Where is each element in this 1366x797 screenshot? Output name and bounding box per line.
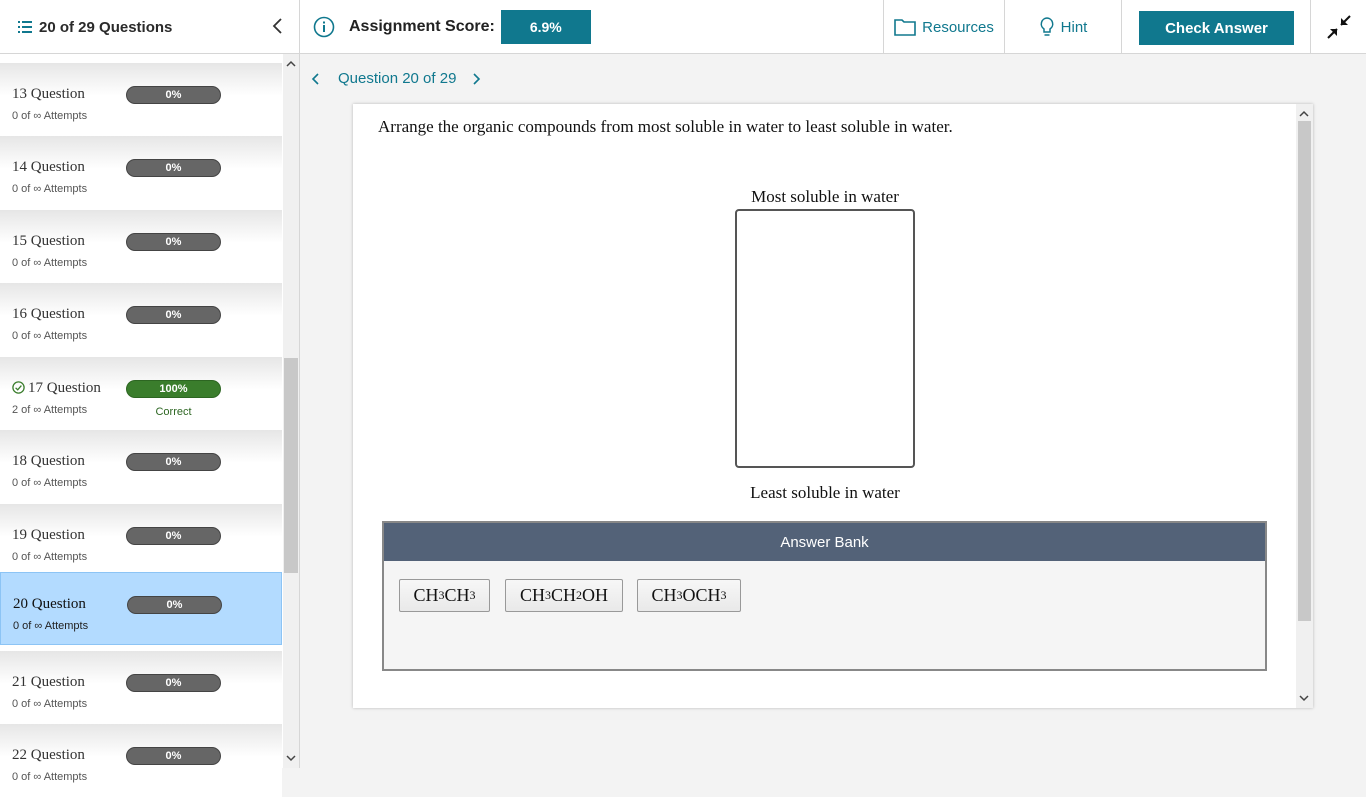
- score-pill: 0%: [126, 159, 221, 177]
- scroll-up-icon[interactable]: [285, 58, 297, 70]
- hint-button[interactable]: Hint: [1004, 0, 1122, 54]
- collapse-sidebar-icon[interactable]: [268, 16, 288, 36]
- answer-chip-dimethyl-ether[interactable]: CH 3 OCH 3: [637, 579, 741, 612]
- score-pill: 100%: [126, 380, 221, 398]
- question-title: 19 Question: [12, 527, 85, 543]
- score-pill: 0%: [126, 747, 221, 765]
- question-count: 20 of 29 Questions: [39, 18, 173, 36]
- question-title: 15 Question: [12, 233, 85, 249]
- question-sidebar: [0, 54, 300, 783]
- question-item-16[interactable]: [0, 283, 282, 356]
- least-soluble-label: Least soluble in water: [750, 483, 900, 502]
- assignment-score: [313, 10, 591, 44]
- folder-icon: [894, 18, 916, 36]
- answer-chip-ethane[interactable]: CH 3 CH 3: [399, 579, 490, 612]
- question-title: 22 Question: [12, 747, 85, 763]
- ranking-drop-zone[interactable]: [735, 209, 915, 468]
- check-answer-button[interactable]: Check Answer: [1139, 11, 1294, 45]
- attempts: 0 of ∞ Attempts: [12, 330, 88, 342]
- info-icon[interactable]: [313, 16, 335, 38]
- question-item-13[interactable]: [0, 63, 282, 136]
- attempts: 0 of ∞ Attempts: [12, 698, 88, 710]
- attempts: 0 of ∞ Attempts: [12, 477, 88, 489]
- attempts: 0 of ∞ Attempts: [12, 110, 88, 122]
- card-scroll-thumb[interactable]: [1298, 121, 1311, 621]
- question-nav: [310, 70, 482, 87]
- list-icon: [18, 21, 32, 33]
- lightbulb-icon: [1039, 17, 1055, 37]
- status-label: Correct: [155, 406, 192, 418]
- resources-button[interactable]: Resources: [883, 0, 1004, 54]
- next-question-icon[interactable]: [470, 72, 482, 86]
- question-item-20[interactable]: [0, 572, 282, 645]
- attempts: 0 of ∞ Attempts: [12, 257, 88, 269]
- question-item-17[interactable]: [0, 357, 282, 430]
- score-pill: 0%: [126, 86, 221, 104]
- top-bar: [0, 0, 1366, 54]
- question-item-15[interactable]: [0, 210, 282, 283]
- question-item-22[interactable]: [0, 724, 282, 797]
- question-title: 14 Question: [12, 159, 85, 175]
- attempts: 0 of ∞ Attempts: [12, 771, 88, 783]
- score-pill: 0%: [126, 306, 221, 324]
- question-title: 16 Question: [12, 306, 85, 322]
- question-item-19[interactable]: [0, 504, 282, 577]
- question-title: 20 Question: [13, 596, 86, 612]
- minimize-button[interactable]: [1310, 0, 1366, 54]
- question-item-21[interactable]: [0, 651, 282, 724]
- question-title: 18 Question: [12, 453, 85, 469]
- sidebar-scrollbar[interactable]: [283, 54, 299, 768]
- score-pill: 0%: [127, 596, 222, 614]
- sidebar-scroll-thumb[interactable]: [284, 358, 298, 573]
- attempts: 0 of ∞ Attempts: [12, 551, 88, 563]
- question-title: 13 Question: [12, 86, 85, 102]
- scroll-up-icon[interactable]: [1298, 108, 1310, 120]
- check-circle-icon: [12, 381, 25, 394]
- previous-question-icon[interactable]: [310, 72, 322, 86]
- score-label: Assignment Score:: [349, 18, 495, 35]
- answer-bank: [382, 521, 1267, 671]
- answer-bank-title: Answer Bank: [384, 523, 1265, 561]
- question-list-toggle[interactable]: [0, 0, 300, 54]
- question-item-18[interactable]: [0, 430, 282, 503]
- attempts: 0 of ∞ Attempts: [13, 620, 89, 632]
- score-pill: 0%: [126, 527, 221, 545]
- score-value: 6.9%: [501, 10, 591, 44]
- attempts: 2 of ∞ Attempts: [12, 404, 88, 416]
- question-nav-label[interactable]: Question 20 of 29: [338, 70, 457, 87]
- minimize-icon: [1326, 14, 1352, 40]
- question-item-14[interactable]: [0, 136, 282, 209]
- question-prompt: Arrange the organic compounds from most soluble in water to least soluble in water.: [378, 117, 953, 136]
- answer-chip-ethanol[interactable]: CH 3 CH 2 OH: [505, 579, 623, 612]
- most-soluble-label: Most soluble in water: [751, 187, 899, 206]
- scroll-down-icon[interactable]: [1298, 692, 1310, 704]
- score-pill: 0%: [126, 233, 221, 251]
- score-pill: 0%: [126, 453, 221, 471]
- card-scrollbar[interactable]: [1296, 104, 1313, 708]
- score-pill: 0%: [126, 674, 221, 692]
- attempts: 0 of ∞ Attempts: [12, 183, 88, 195]
- question-title: 17 Question: [12, 380, 101, 397]
- question-card: [353, 104, 1313, 708]
- scroll-down-icon[interactable]: [285, 752, 297, 764]
- question-title: 21 Question: [12, 674, 85, 690]
